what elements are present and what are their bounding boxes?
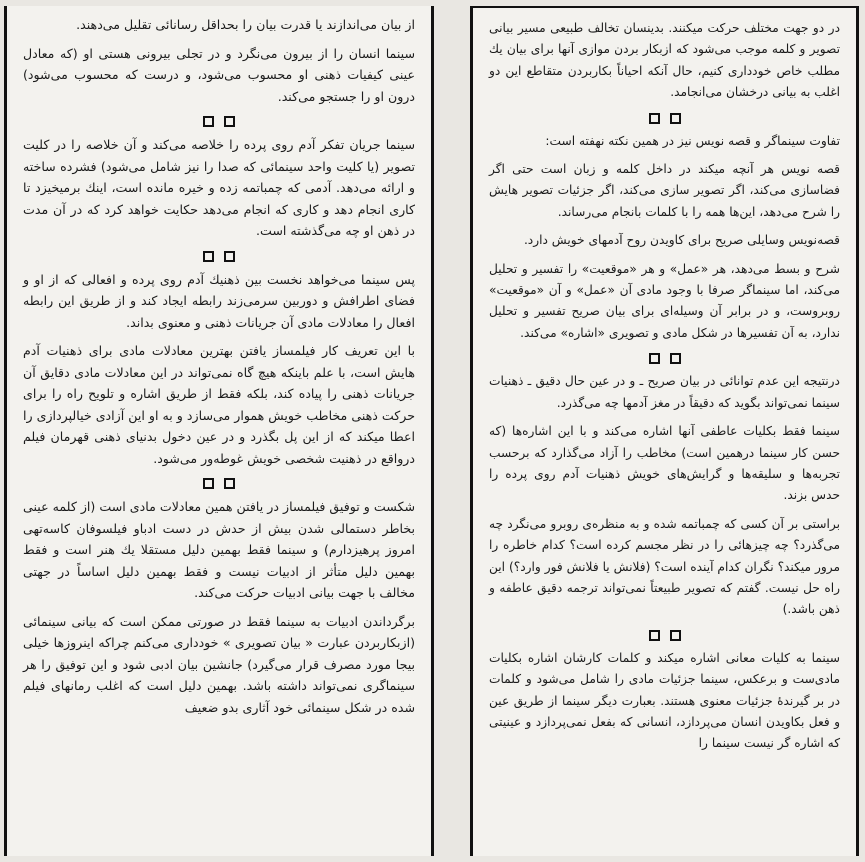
square-icon <box>224 478 235 489</box>
square-icon <box>203 478 214 489</box>
square-icon <box>203 116 214 127</box>
section-separator <box>23 114 415 128</box>
paragraph: سینما انسان را از بیرون می‌نگرد و در تجلی بیرونی هستی او (که معادل عینی کیفیات ذهنی او محسوب می‌شود، و درست که محسوب می‌شود) درون او را جستجو می‌کند. <box>23 45 415 104</box>
square-icon <box>670 630 681 641</box>
section-separator <box>489 351 840 365</box>
paragraph: از بیان می‌اندازند یا قدرت بیان را بحداقل رسانائی تقلیل می‌دهند. <box>76 17 415 32</box>
paragraph: برگرداندن ادبیات به سینما فقط در صورتی ممکن است که بیانی سینمائی (ازبکاربردن عبارت « بیان تصویری » خودداری می‌کنم چراکه اینروزها خیلی بیجا مورد مصرف قرار می‌گیرد) جانشین بیان ادبی شود و این توفیق را هر سینماگری نمی‌تواند داشته باشد. بهمین دلیل است که اغلب رمانهای فیلم شده در شکل سینمائی خود آثاری بدو ضعیف <box>23 613 415 715</box>
section-separator <box>23 476 415 490</box>
square-icon <box>649 353 660 364</box>
paragraph: شرح و بسط می‌دهد، هر «عمل» و هر «موقعیت» را تفسیر و تحلیل می‌کند، اما سینماگر صرفا با وجود مادی آن «عمل» و آن «موقعیت» روبروست، و در برابر آن وسیله‌ای برای بیان صریح تفسیر و تحلیل ندارد، به آن تفسیرها در شکل مادی و تصویری «اشاره» می‌کند. <box>489 261 840 340</box>
paragraph: سینما فقط بکلیات عاطفی آنها اشاره می‌کند و با این اشاره‌ها (که حسن کار سینما درهمین است) مخاطب را آزاد می‌گذارد که برحسب تجربه‌ها و سلیقه‌ها و گرایش‌های خویش ذهنیات آدم روی پرده را حدس بزند. <box>489 424 840 503</box>
paragraph: سینما به کلیات معانی اشاره میکند و کلمات کارشان اشاره بکلیات مادی‌ست و برعکس، سینما جزئیات مادی را شامل می‌شود و کلمات در بر گیرنده‌ٔ جزئیات معنوی هستند. بعبارت دیگر سینما از طریق عین و فعل بکاویدن انسان می‌پردازد، انسانی که بفعل نمی‌پردازد و عینیتی که اشاره گر نیست سینما را <box>489 650 840 751</box>
square-icon <box>224 251 235 262</box>
paragraph: قصه نویس هر آنچه میکند در داخل کلمه و زبان است حتی اگر فضاسازی می‌کند، اگر تصویر سازی می‌کند، اگر جزئیات تصویر هایش را شرح می‌دهد، این‌ها همه را با کلمات بانجام می‌رساند. <box>489 162 840 219</box>
left-column <box>4 6 434 856</box>
paragraph: پس سینما می‌خواهد نخست بین ذهنیك آدم روی پرده و افعالی که از او و فضای اطرافش و دوربین سرمی‌زند رابطه ایجاد کند و از طریق این رابطه افعال را معادلات مادی آن جریانات ذهنی و معنوی بداند. <box>23 271 415 330</box>
square-icon <box>203 251 214 262</box>
paragraph: تفاوت سینماگر و قصه نویس نیز در همین نکته نهفته است: <box>545 133 840 148</box>
section-separator <box>489 111 840 125</box>
paragraph: درنتیجه این عدم توانائی در بیان صریح ـ و در عین حال دقیق ـ ذهنیات سینما نمی‌تواند بگوید که دقیقاً در مغز آدمها چه می‌گذرد. <box>489 374 840 410</box>
right-column <box>470 6 859 856</box>
paragraph: با این تعریف کار فیلمساز یافتن بهترین معادلات مادی برای ذهنیات آدم هایش است، با علم باینکه هیچ گاه نمی‌تواند در این معادلات مادی دقایق آن جریانات ذهنی را پیاده کند، بلکه فقط از طریق اشاره و تلویح راه را برای حرکت ذهنی مخاطب خویش هموار می‌سازد و به او این آزادی خیالپردازی را اعطا میکند که از این پل بگذرد و در عین دخول بدنیای ذهنی قهرمان فیلم درواقع در ذهنیت شخصی خویش غوطه‌ور می‌شود. <box>23 343 415 466</box>
paragraph: براستی بر آن کسی که چمباتمه شده و به منظره‌ی روبرو می‌نگرد چه می‌گذرد؟ چه چیزهائی را در نظر مجسم کرده است؟ کدام خاطره را مرور میکند؟ نگران کدام آینده است؟ (فلانش یا فلانش فور وارد؟) این راه حل نیست. گفتم که تصویر طبیعتاً نمی‌تواند ترجمه دقیق عاطفه و ذهن باشد.) <box>489 516 840 617</box>
paragraph: سینما جریان تفکر آدم روی پرده را خلاصه می‌کند و آن خلاصه را در کلیت تصویر (یا کلیت واحد سینمائی که صدا را نیز شامل می‌شود) فشرده ساخته و ارائه می‌دهد. آدمی که چمباتمه زده و خیره مانده است، اینك برمیخیزد تا کاری انجام دهد و کاری که انجام می‌دهد حکایت خواهد کرد که در آن مدت در ذهن او چه می‌گذشته است. <box>23 137 415 238</box>
square-icon <box>670 353 681 364</box>
paragraph: قصه‌نویس وسایلی صریح برای کاویدن روح آدمهای خویش دارد. <box>523 233 840 248</box>
section-separator <box>23 249 415 263</box>
square-icon <box>670 113 681 124</box>
paragraph: شکست و توفیق فیلمساز در یافتن همین معادلات مادی است (از کلمه عینی بخاطر دستمالی شدن بیش از حدش در دست ادباو فیلسوفان کاسه‌تهی امروز پرهیزدارم) و سینما فقط بهمین دلیل مستقلا یك هنر است و فقط بهمین دلیل متأثر از ادبیات نیست و فقط بهمین دلیل اساساً در جهتی مخالف با جهت بیانی ادبیات حرکت می‌کند. <box>23 499 415 600</box>
square-icon <box>649 630 660 641</box>
paragraph: در دو جهت مختلف حرکت میکنند. بدینسان تخالف طبیعی مسیر بیانی تصویر و کلمه موجب می‌شود که ازبکار بردن موازی آنها برای بیان یك مطلب خاص خودداری کنیم، حال آنکه احیاناً بکاربردن متقاطع این دو اغلب به بیانی درخشان می‌انجامد. <box>489 21 840 100</box>
square-icon <box>224 116 235 127</box>
square-icon <box>649 113 660 124</box>
section-separator <box>489 628 840 642</box>
